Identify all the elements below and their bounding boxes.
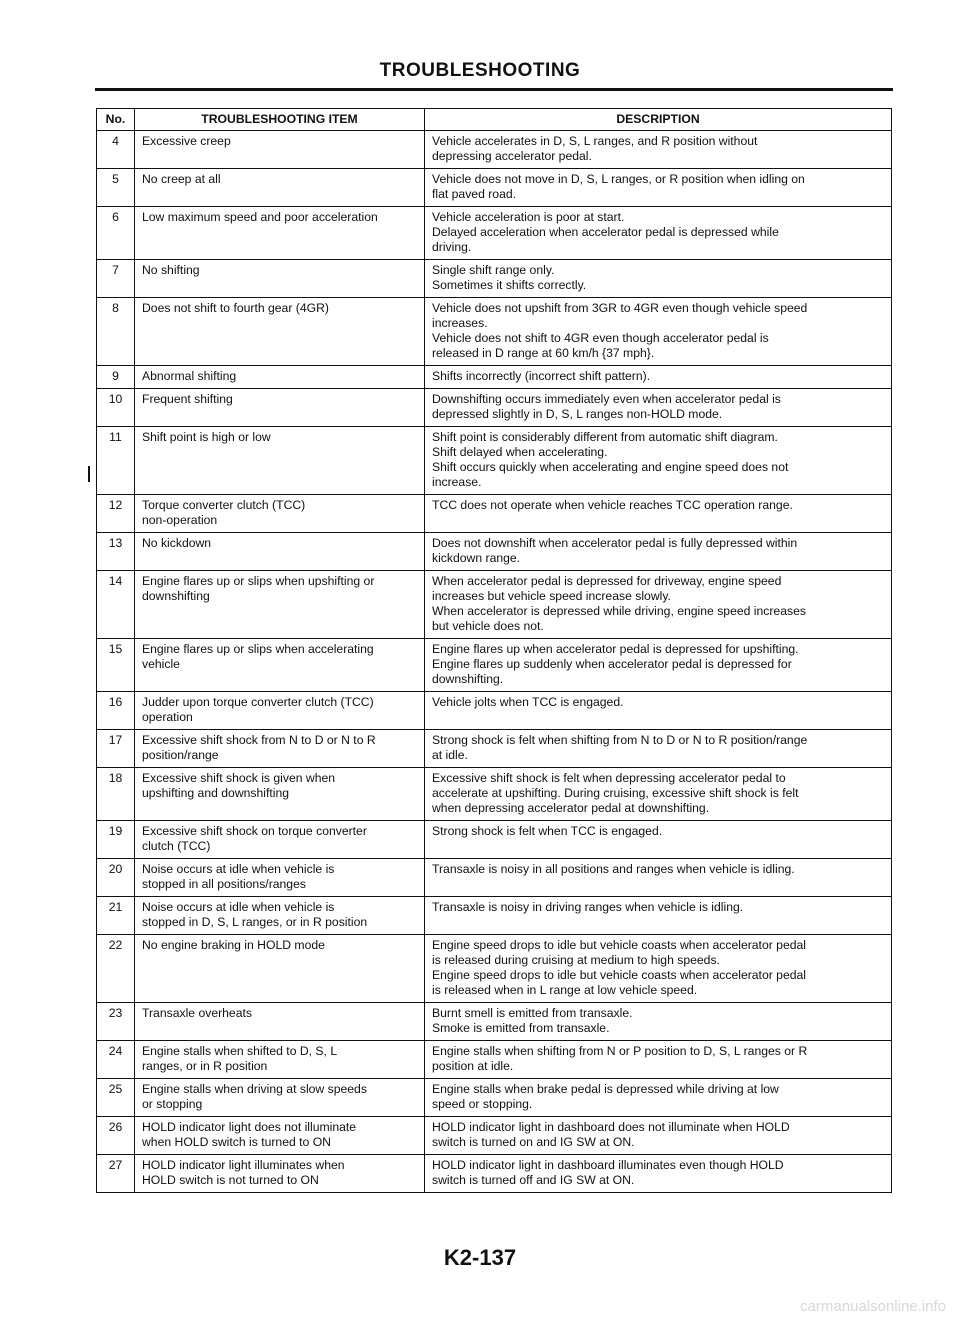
item-line: Judder upon torque converter clutch (TCC)	[142, 695, 374, 709]
description-line: Vehicle does not shift to 4GR even though accelerator pedal is	[432, 331, 769, 345]
row-number: 21	[97, 897, 135, 935]
description-line: Excessive shift shock is felt when depressing accelerator pedal to	[432, 771, 786, 785]
row-number: 11	[97, 427, 135, 495]
row-number: 20	[97, 859, 135, 897]
table-row	[97, 692, 892, 730]
header-description: DESCRIPTION	[425, 109, 892, 131]
description	[425, 639, 892, 692]
description-line: Burnt smell is emitted from transaxle.	[432, 1006, 633, 1020]
item-line: No engine braking in HOLD mode	[142, 938, 325, 952]
troubleshooting-item	[135, 571, 425, 639]
table-header-row	[97, 109, 892, 131]
description	[425, 571, 892, 639]
description-line: Delayed acceleration when accelerator pedal is depressed while	[432, 225, 779, 239]
description-line: switch is turned off and IG SW at ON.	[432, 1173, 635, 1187]
item-line: No creep at all	[142, 172, 221, 186]
row-number: 7	[97, 260, 135, 298]
row-number: 24	[97, 1041, 135, 1079]
troubleshooting-item	[135, 260, 425, 298]
table-row	[97, 821, 892, 859]
table-row	[97, 639, 892, 692]
description-line: Transaxle is noisy in all positions and ranges when vehicle is idling.	[432, 862, 795, 876]
description	[425, 897, 892, 935]
description	[425, 1155, 892, 1193]
description	[425, 533, 892, 571]
table-row	[97, 859, 892, 897]
description-line: downshifting.	[432, 672, 504, 686]
description-line: Single shift range only.	[432, 263, 555, 277]
item-line: position/range	[142, 748, 219, 762]
item-line: Engine stalls when driving at slow speeds	[142, 1082, 367, 1096]
item-line: Engine flares up or slips when upshifting or	[142, 574, 375, 588]
description	[425, 131, 892, 169]
troubleshooting-item	[135, 495, 425, 533]
table-row	[97, 366, 892, 389]
troubleshooting-table	[96, 108, 892, 1193]
table-row	[97, 427, 892, 495]
description-line: Shift occurs quickly when accelerating and engine speed does not	[432, 460, 789, 474]
description-line: Vehicle accelerates in D, S, L ranges, and R position without	[432, 134, 758, 148]
description-line: is released during cruising at medium to high speeds.	[432, 953, 720, 967]
description-line: Strong shock is felt when TCC is engaged.	[432, 824, 663, 838]
row-number: 14	[97, 571, 135, 639]
troubleshooting-item	[135, 935, 425, 1003]
row-number: 4	[97, 131, 135, 169]
troubleshooting-item	[135, 692, 425, 730]
description-line: flat paved road.	[432, 187, 517, 201]
troubleshooting-item	[135, 427, 425, 495]
table-row	[97, 935, 892, 1003]
item-line: Shift point is high or low	[142, 430, 271, 444]
troubleshooting-item	[135, 1155, 425, 1193]
description-line: Engine flares up when accelerator pedal is depressed for upshifting.	[432, 642, 799, 656]
description-line: TCC does not operate when vehicle reaches TCC operation range.	[432, 498, 793, 512]
description-line: Sometimes it shifts correctly.	[432, 278, 587, 292]
description-line: position at idle.	[432, 1059, 514, 1073]
row-number: 13	[97, 533, 135, 571]
item-line: downshifting	[142, 589, 210, 603]
item-line: Torque converter clutch (TCC)	[142, 498, 306, 512]
description-line: Shift delayed when accelerating.	[432, 445, 608, 459]
margin-mark	[88, 466, 90, 482]
item-line: Noise occurs at idle when vehicle is	[142, 862, 335, 876]
description-line: Engine stalls when brake pedal is depressed while driving at low	[432, 1082, 779, 1096]
troubleshooting-item	[135, 131, 425, 169]
description	[425, 859, 892, 897]
watermark: carmanualsonline.info	[800, 1298, 946, 1315]
description-line: Vehicle acceleration is poor at start.	[432, 210, 625, 224]
troubleshooting-item	[135, 207, 425, 260]
description	[425, 260, 892, 298]
table-row	[97, 298, 892, 366]
table-row	[97, 1041, 892, 1079]
description	[425, 169, 892, 207]
description-line: Engine speed drops to idle but vehicle coasts when accelerator pedal	[432, 968, 806, 982]
description-line: Engine stalls when shifting from N or P position to D, S, L ranges or R	[432, 1044, 808, 1058]
item-line: Abnormal shifting	[142, 369, 237, 383]
description-line: when depressing accelerator pedal at downshifting.	[432, 801, 710, 815]
description-line: When accelerator is depressed while driving, engine speed increases	[432, 604, 806, 618]
row-number: 15	[97, 639, 135, 692]
troubleshooting-item	[135, 1079, 425, 1117]
table-row	[97, 131, 892, 169]
description	[425, 935, 892, 1003]
description-line: depressing accelerator pedal.	[432, 149, 592, 163]
description	[425, 427, 892, 495]
item-line: non-operation	[142, 513, 218, 527]
description-line: but vehicle does not.	[432, 619, 544, 633]
description	[425, 298, 892, 366]
troubleshooting-item	[135, 533, 425, 571]
table-row	[97, 1079, 892, 1117]
description	[425, 730, 892, 768]
description	[425, 207, 892, 260]
header-no: No.	[97, 109, 135, 131]
row-number: 22	[97, 935, 135, 1003]
item-line: upshifting and downshifting	[142, 786, 290, 800]
description	[425, 1003, 892, 1041]
table-row	[97, 571, 892, 639]
table-row	[97, 1003, 892, 1041]
description-line: Vehicle does not upshift from 3GR to 4GR even though vehicle speed	[432, 301, 808, 315]
table-row	[97, 207, 892, 260]
row-number: 16	[97, 692, 135, 730]
troubleshooting-item	[135, 821, 425, 859]
description-line: driving.	[432, 240, 472, 254]
item-line: HOLD switch is not turned to ON	[142, 1173, 319, 1187]
item-line: Frequent shifting	[142, 392, 233, 406]
description-line: Engine flares up suddenly when accelerator pedal is depressed for	[432, 657, 792, 671]
description-line: Smoke is emitted from transaxle.	[432, 1021, 610, 1035]
table-row	[97, 169, 892, 207]
item-line: stopped in D, S, L ranges, or in R position	[142, 915, 368, 929]
item-line: Transaxle overheats	[142, 1006, 252, 1020]
item-line: stopped in all positions/ranges	[142, 877, 306, 891]
row-number: 9	[97, 366, 135, 389]
troubleshooting-item	[135, 1117, 425, 1155]
row-number: 25	[97, 1079, 135, 1117]
item-line: No kickdown	[142, 536, 212, 550]
row-number: 27	[97, 1155, 135, 1193]
description-line: speed or stopping.	[432, 1097, 533, 1111]
description	[425, 821, 892, 859]
description-line: Shift point is considerably different from automatic shift diagram.	[432, 430, 778, 444]
description-line: is released when in L range at low vehicle speed.	[432, 983, 698, 997]
description-line: Shifts incorrectly (incorrect shift pattern).	[432, 369, 651, 383]
description-line: at idle.	[432, 748, 468, 762]
row-number: 17	[97, 730, 135, 768]
troubleshooting-item	[135, 298, 425, 366]
row-number: 8	[97, 298, 135, 366]
item-line: or stopping	[142, 1097, 203, 1111]
item-line: Low maximum speed and poor acceleration	[142, 210, 378, 224]
troubleshooting-item	[135, 1003, 425, 1041]
table-row	[97, 533, 892, 571]
troubleshooting-item	[135, 366, 425, 389]
troubleshooting-item	[135, 389, 425, 427]
item-line: vehicle	[142, 657, 180, 671]
description-line: When accelerator pedal is depressed for driveway, engine speed	[432, 574, 782, 588]
row-number: 10	[97, 389, 135, 427]
description-line: HOLD indicator light in dashboard illuminates even though HOLD	[432, 1158, 784, 1172]
description	[425, 768, 892, 821]
description-line: Transaxle is noisy in driving ranges when vehicle is idling.	[432, 900, 744, 914]
page-title: TROUBLESHOOTING	[379, 60, 581, 81]
description	[425, 692, 892, 730]
description	[425, 1117, 892, 1155]
row-number: 6	[97, 207, 135, 260]
troubleshooting-item	[135, 639, 425, 692]
item-line: ranges, or in R position	[142, 1059, 268, 1073]
troubleshooting-item	[135, 859, 425, 897]
table-row	[97, 260, 892, 298]
item-line: Engine stalls when shifted to D, S, L	[142, 1044, 338, 1058]
description-line: Vehicle does not move in D, S, L ranges, or R position when idling on	[432, 172, 805, 186]
table-row	[97, 768, 892, 821]
row-number: 5	[97, 169, 135, 207]
description	[425, 1041, 892, 1079]
description-line: increase.	[432, 475, 482, 489]
description-line: Does not downshift when accelerator pedal is fully depressed within	[432, 536, 798, 550]
troubleshooting-item	[135, 897, 425, 935]
item-line: operation	[142, 710, 193, 724]
description-line: Downshifting occurs immediately even when accelerator pedal is	[432, 392, 781, 406]
item-line: Noise occurs at idle when vehicle is	[142, 900, 335, 914]
troubleshooting-item	[135, 730, 425, 768]
item-line: HOLD indicator light illuminates when	[142, 1158, 345, 1172]
row-number: 18	[97, 768, 135, 821]
table-row	[97, 495, 892, 533]
description-line: accelerate at upshifting. During cruising, excessive shift shock is felt	[432, 786, 799, 800]
table-row	[97, 1117, 892, 1155]
description-line: Engine speed drops to idle but vehicle coasts when accelerator pedal	[432, 938, 806, 952]
description-line: Strong shock is felt when shifting from N to D or N to R position/range	[432, 733, 808, 747]
item-line: Excessive creep	[142, 134, 231, 148]
description-line: switch is turned on and IG SW at ON.	[432, 1135, 635, 1149]
row-number: 26	[97, 1117, 135, 1155]
table-body	[97, 131, 892, 1193]
row-number: 23	[97, 1003, 135, 1041]
table-row	[97, 389, 892, 427]
troubleshooting-item	[135, 1041, 425, 1079]
header-item: TROUBLESHOOTING ITEM	[135, 109, 425, 131]
description-line: increases but vehicle speed increase slowly.	[432, 589, 671, 603]
description-line: HOLD indicator light in dashboard does not illuminate when HOLD	[432, 1120, 790, 1134]
item-line: No shifting	[142, 263, 200, 277]
description-line: increases.	[432, 316, 488, 330]
title-rule	[95, 88, 893, 91]
item-line: HOLD indicator light does not illuminate	[142, 1120, 357, 1134]
item-line: Engine flares up or slips when accelerating	[142, 642, 374, 656]
item-line: Excessive shift shock on torque converter	[142, 824, 367, 838]
item-line: when HOLD switch is turned to ON	[142, 1135, 331, 1149]
item-line: Excessive shift shock from N to D or N to R	[142, 733, 376, 747]
page-number: K2-137	[443, 1245, 517, 1270]
item-line: Does not shift to fourth gear (4GR)	[142, 301, 329, 315]
description	[425, 495, 892, 533]
item-line: Excessive shift shock is given when	[142, 771, 336, 785]
row-number: 19	[97, 821, 135, 859]
description	[425, 1079, 892, 1117]
description-line: released in D range at 60 km/h {37 mph}.	[432, 346, 655, 360]
description-line: kickdown range.	[432, 551, 521, 565]
description	[425, 389, 892, 427]
description-line: depressed slightly in D, S, L ranges non-HOLD mode.	[432, 407, 723, 421]
troubleshooting-item	[135, 768, 425, 821]
table-row	[97, 897, 892, 935]
row-number: 12	[97, 495, 135, 533]
description	[425, 366, 892, 389]
item-line: clutch (TCC)	[142, 839, 211, 853]
table-row	[97, 1155, 892, 1193]
description-line: Vehicle jolts when TCC is engaged.	[432, 695, 624, 709]
table-row	[97, 730, 892, 768]
troubleshooting-item	[135, 169, 425, 207]
